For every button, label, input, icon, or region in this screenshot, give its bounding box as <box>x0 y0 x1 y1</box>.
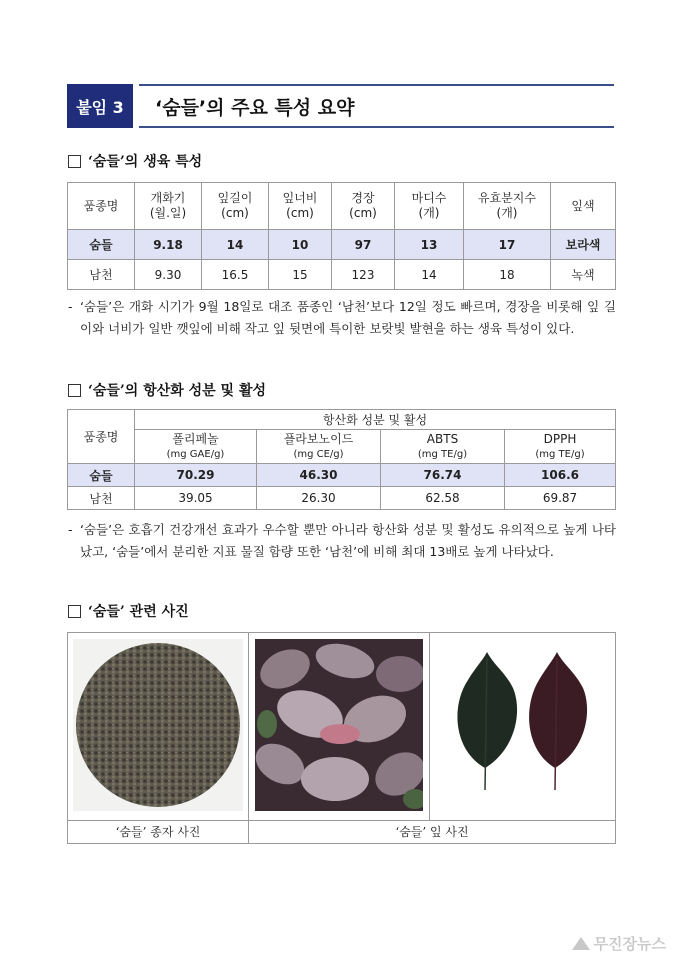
section-title-antioxidant <box>68 380 266 400</box>
leaf-photo <box>443 650 603 800</box>
checkbox-square-icon <box>68 384 81 397</box>
header-cell: 플라보노이드 (mg CE/g) <box>257 430 381 464</box>
table-cell: 17 <box>464 230 551 260</box>
header-cell: 마디수 (개) <box>395 183 464 230</box>
checkbox-square-icon <box>68 155 81 168</box>
table-header-row <box>68 430 616 464</box>
section-title-text: ‘숨들’의 항산화 성분 및 활성 <box>88 383 267 399</box>
bullet-dash: - <box>68 299 73 314</box>
table-cell: 62.58 <box>381 487 505 510</box>
table-cell: 보라색 <box>551 230 616 260</box>
seed-photo <box>73 639 243 811</box>
table-header-row <box>68 410 616 430</box>
header-cell: 잎너비 (cm) <box>269 183 332 230</box>
header-rule-bottom <box>139 126 614 128</box>
table-header-row <box>68 183 616 230</box>
table-cell: 14 <box>395 260 464 290</box>
section-title-text: ‘숨들’ 관련 사진 <box>88 604 189 620</box>
header-cell: 품종명 <box>68 410 135 464</box>
photo-row <box>68 633 616 821</box>
header-cell: 개화기 (월.일) <box>135 183 202 230</box>
table-cell: 69.87 <box>505 487 616 510</box>
table-cell: 97 <box>332 230 395 260</box>
photo-table <box>67 632 616 844</box>
table-row <box>68 487 616 510</box>
bullet-dash: - <box>68 522 73 537</box>
table-cell: 9.30 <box>135 260 202 290</box>
table-cell: 녹색 <box>551 260 616 290</box>
header-cell: 잎색 <box>551 183 616 230</box>
header-cell: ABTS (mg TE/g) <box>381 430 505 464</box>
growth-table <box>67 182 616 290</box>
table-cell: 숨들 <box>68 230 135 260</box>
table-cell: 14 <box>202 230 269 260</box>
page-header <box>67 84 614 128</box>
caption-row <box>68 820 616 843</box>
antioxidant-description <box>68 519 616 563</box>
antioxidant-table <box>67 409 616 510</box>
header-cell: DPPH (mg TE/g) <box>505 430 616 464</box>
table-cell: 숨들 <box>68 464 135 487</box>
header-rule-top <box>139 84 614 86</box>
table-cell: 26.30 <box>257 487 381 510</box>
table-cell: 18 <box>464 260 551 290</box>
seed-photo-cell <box>68 633 249 821</box>
table-cell: 70.29 <box>135 464 257 487</box>
table-cell: 76.74 <box>381 464 505 487</box>
plant-photo-cell <box>249 633 430 821</box>
watermark <box>572 933 666 954</box>
header-cell: 잎길이 (cm) <box>202 183 269 230</box>
growth-description <box>68 296 616 340</box>
header-cell: 폴리페놀 (mg GAE/g) <box>135 430 257 464</box>
table-cell: 15 <box>269 260 332 290</box>
header-cell: 품종명 <box>68 183 135 230</box>
paragraph-text: ‘숨들’은 호흡기 건강개선 효과가 우수할 뿐만 아니라 항산화 성분 및 활성도 유의적으로 높게 나타났고, ‘숨들’에서 분리한 지표 물질 함량 또한 ‘남천’에 비해 최대 13배로 높게 나타났다. <box>80 522 616 559</box>
header-cell: 유효분지수 (개) <box>464 183 551 230</box>
table-cell: 16.5 <box>202 260 269 290</box>
watermark-text: 무진장뉴스 <box>593 935 666 953</box>
plant-photo <box>255 639 423 811</box>
leaf-caption: ‘숨들’ 잎 사진 <box>249 820 616 843</box>
leaf-photo-cell <box>430 633 616 821</box>
seed-caption: ‘숨들’ 종자 사진 <box>68 820 249 843</box>
paragraph-text: ‘숨들’은 개화 시기가 9월 18일로 대조 품종인 ‘남천’보다 12일 정도 빠르며, 경장을 비롯해 잎 길이와 너비가 일반 깻잎에 비해 작고 잎 뒷면에 특이한 보랏빛 발현을 하는 생육 특성이 있다. <box>80 299 616 336</box>
table-cell: 13 <box>395 230 464 260</box>
table-cell: 46.30 <box>257 464 381 487</box>
table-cell: 남천 <box>68 487 135 510</box>
table-cell: 9.18 <box>135 230 202 260</box>
table-row <box>68 260 616 290</box>
page-title: ‘숨들’의 주요 특성 요약 <box>155 97 355 119</box>
appendix-badge: 붙임 3 <box>67 84 133 128</box>
table-cell: 106.6 <box>505 464 616 487</box>
section-title-photos <box>68 601 189 621</box>
section-title-text: ‘숨들’의 생육 특성 <box>88 154 203 170</box>
header-cell: 경장 (cm) <box>332 183 395 230</box>
table-cell: 10 <box>269 230 332 260</box>
table-cell: 39.05 <box>135 487 257 510</box>
table-row <box>68 230 616 260</box>
table-cell: 남천 <box>68 260 135 290</box>
table-row <box>68 464 616 487</box>
group-header-cell: 항산화 성분 및 활성 <box>135 410 616 430</box>
table-cell: 123 <box>332 260 395 290</box>
section-title-growth <box>68 151 202 171</box>
mountain-logo-icon <box>572 937 590 950</box>
checkbox-square-icon <box>68 605 81 618</box>
